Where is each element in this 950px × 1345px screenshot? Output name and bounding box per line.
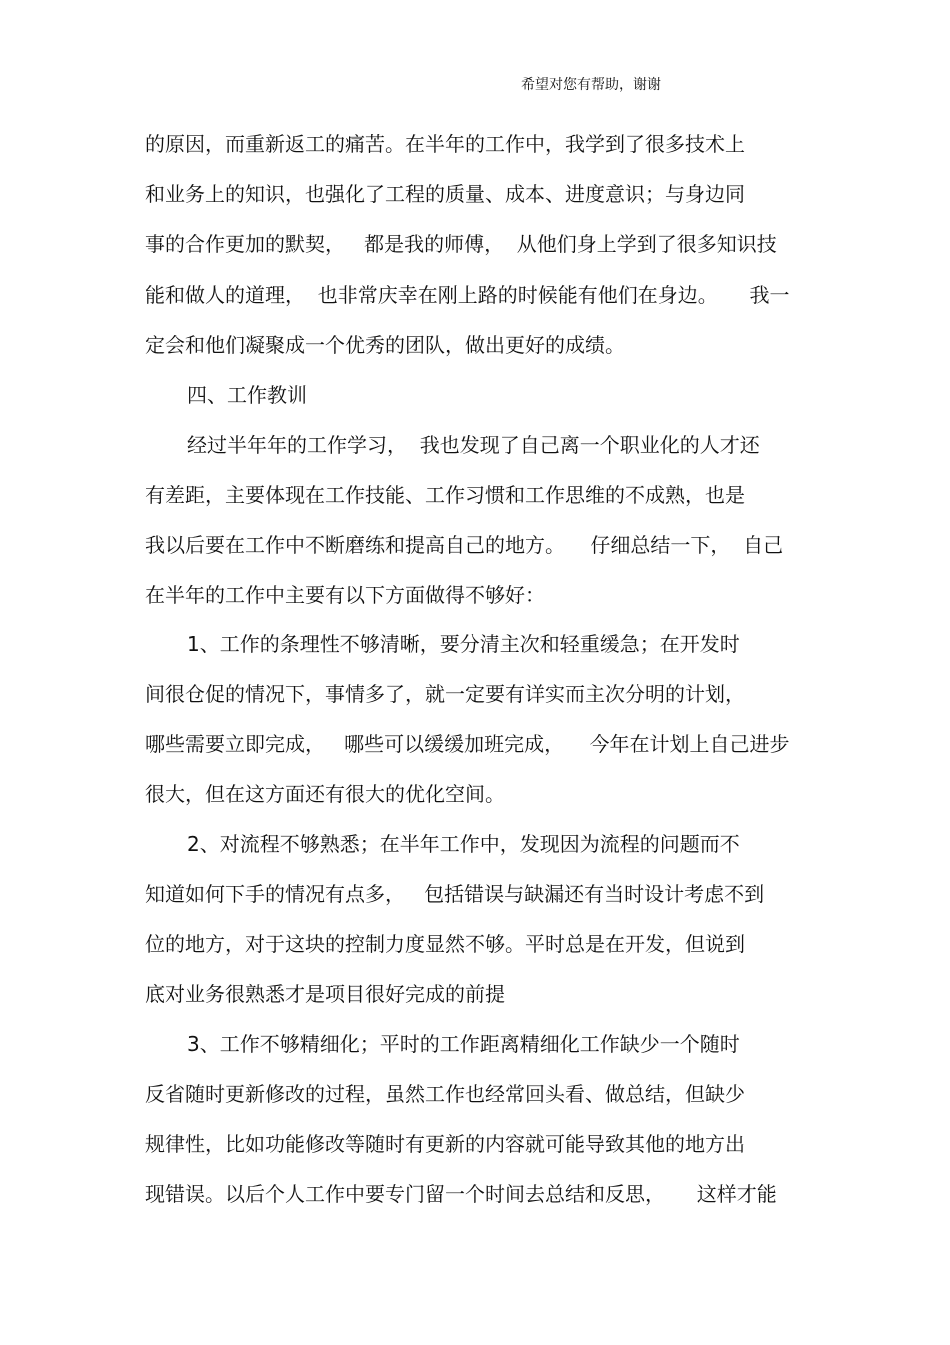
body-line-1: 的原因，而重新返工的痛苦。在半年的工作中，我学到了很多技术上 [145, 132, 745, 156]
body-line-19: 3、工作不够精细化；平时的工作距离精细化工作缺少一个随时 [187, 1032, 740, 1056]
body-line-7: 经过半年年的工作学习， 我也发现了自己离一个职业化的人才还 [187, 433, 760, 457]
body-line-21: 规律性，比如功能修改等随时有更新的内容就可能导致其他的地方出 [145, 1132, 745, 1156]
section-heading: 四、工作教训 [187, 383, 307, 407]
body-line-17: 位的地方，对于这块的控制力度显然不够。平时总是在开发，但说到 [145, 932, 745, 956]
body-line-20: 反省随时更新修改的过程，虽然工作也经常回头看、做总结，但缺少 [145, 1082, 745, 1106]
body-line-12: 间很仓促的情况下，事情多了，就一定要有详实而主次分明的计划， [145, 682, 745, 706]
body-line-14: 很大，但在这方面还有很大的优化空间。 [145, 782, 505, 806]
body-line-16: 知道如何下手的情况有点多， 包括错误与缺漏还有当时设计考虑不到 [145, 882, 765, 906]
body-line-4: 能和做人的道理， 也非常庆幸在刚上路的时候能有他们在身边。 我一 [145, 283, 790, 307]
body-line-15: 2、对流程不够熟悉；在半年工作中，发现因为流程的问题而不 [187, 832, 740, 856]
body-line-18: 底对业务很熟悉才是项目很好完成的前提 [145, 982, 505, 1006]
body-line-5: 定会和他们凝聚成一个优秀的团队，做出更好的成绩。 [145, 333, 625, 357]
body-line-22: 现错误。以后个人工作中要专门留一个时间去总结和反思， 这样才能 [145, 1182, 777, 1206]
page-header: 希望对您有帮助，谢谢 [521, 77, 661, 93]
body-line-2: 和业务上的知识，也强化了工程的质量、成本、进度意识；与身边同 [145, 182, 745, 206]
body-line-8: 有差距，主要体现在工作技能、工作习惯和工作思维的不成熟，也是 [145, 483, 745, 507]
body-line-3: 事的合作更加的默契， 都是我的师傅， 从他们身上学到了很多知识技 [145, 232, 777, 256]
body-line-11: 1、工作的条理性不够清晰，要分清主次和轻重缓急；在开发时 [187, 632, 740, 656]
body-line-10: 在半年的工作中主要有以下方面做得不够好： [145, 583, 545, 607]
body-line-13: 哪些需要立即完成， 哪些可以缓缓加班完成， 今年在计划上自己进步 [145, 732, 790, 756]
body-line-9: 我以后要在工作中不断磨练和提高自己的地方。 仔细总结一下， 自己 [145, 533, 784, 557]
